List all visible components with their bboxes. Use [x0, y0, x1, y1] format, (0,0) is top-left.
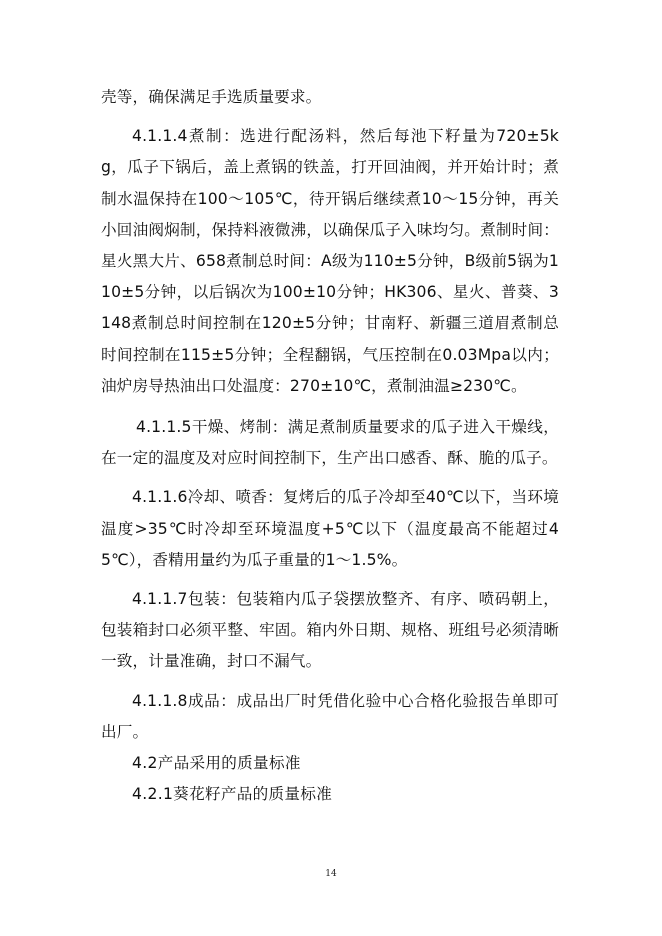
paragraph-packaging: 4.1.1.7包装：包装箱内瓜子袋摆放整齐、有序、喷码朝上，包装箱封口必须平整、牢固。箱内外日期、规格、班组号必须清晰一致，计量准确，封口不漏气。 — [101, 590, 559, 671]
paragraph-drying-roasting: 4.1.1.5干燥、烤制：满足煮制质量要求的瓜子进入干燥线，在一定的温度及对应时间控制下，生产出口感香、酥、脆的瓜子。 — [101, 418, 559, 468]
paragraph-cooling-spraying: 4.1.1.6冷却、喷香：复烤后的瓜子冷却至40℃以下，当环境温度>35℃时冷却至环境温度+5℃以下（温度最高不能超过45℃），香精用量约为瓜子重量的1～1.5%。 — [101, 488, 559, 569]
paragraph-hand-selection-tail: 壳等，确保满足手选质量要求。 — [101, 88, 322, 106]
page-number: 14 — [325, 869, 337, 879]
section-heading-sunflower-seed-standard: 4.2.1葵花籽产品的质量标准 — [132, 785, 333, 804]
section-heading-quality-standards: 4.2产品采用的质量标准 — [132, 754, 301, 773]
paragraph-finished-product: 4.1.1.8成品：成品出厂时凭借化验中心合格化验报告单即可出厂。 — [101, 691, 559, 741]
paragraph-cooking: 4.1.1.4煮制：选进行配汤料，然后每池下籽量为720±5kg，瓜子下锅后，盖上煮锅的铁盖，打开回油阀，并开始计时；煮制水温保持在100～105℃，待开锅后继续煮10～15分钟，再关小回油阀焖制，保持料液微沸，以确保瓜子入味均匀。煮制时间：星火黑大片、658煮制总时间：A级为110±5分钟，B级前5锅为110±5分钟，以后锅次为100±10分钟；HK306、星火、普葵、3148煮制总时间控制在120±5分钟；甘南籽、新疆三道眉煮制总时间控制在115±5分钟；全程翻锅，气压控制在0.03Mpa以内；油炉房导热油出口处温度：270±10℃，煮制油温≥230℃。 — [101, 127, 559, 395]
document-body — [101, 82, 559, 810]
